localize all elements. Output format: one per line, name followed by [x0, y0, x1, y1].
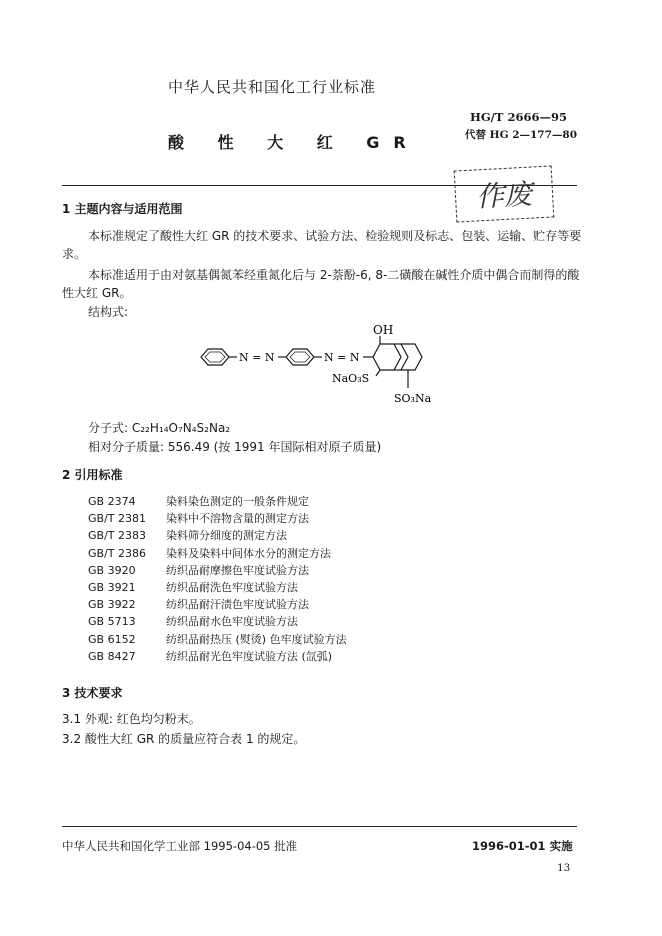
document-title: 酸 性 大 红 GR	[168, 133, 420, 152]
item-3-1: 3.1 外观: 红色均匀粉末。	[62, 712, 201, 726]
standard-number: HG/T 2666—95	[470, 110, 567, 124]
section-2-heading: 2 引用标准	[62, 468, 123, 482]
molecular-formula: 分子式: C₂₂H₁₄O₇N₄S₂Na₂	[88, 421, 231, 435]
approval-line: 中华人民共和国化学工业部 1995-04-05 批准	[62, 839, 298, 853]
structure-label: 结构式:	[88, 305, 129, 319]
reference-item	[88, 648, 332, 664]
effective-date: 1996-01-01 实施	[472, 839, 573, 853]
obsolete-stamp	[454, 165, 555, 222]
reference-title: 染料及染料中间体水分的测定方法	[166, 546, 331, 560]
section-1-p1-line2: 求。	[62, 247, 87, 261]
reference-code: GB 2374	[88, 495, 136, 508]
reference-code: GB/T 2381	[88, 512, 146, 526]
reference-code: GB/T 2383	[88, 529, 146, 543]
reference-item	[88, 510, 309, 526]
sulfonate-label-2: SO₃Na	[394, 392, 432, 405]
page-number: 13	[557, 862, 571, 874]
reference-title: 染料染色测定的一般条件规定	[166, 495, 309, 508]
molecular-mass: 相对分子质量: 556.49 (按 1991 年国际相对原子质量)	[88, 440, 382, 454]
reference-item	[88, 579, 298, 595]
reference-title: 染料中不溶物含量的测定方法	[166, 512, 309, 526]
reference-title: 纺织品耐汗渍色牢度试验方法	[166, 598, 309, 612]
reference-code: GB 5713	[88, 615, 136, 629]
section-3-heading: 3 技术要求	[62, 686, 123, 700]
reference-title: 纺织品耐洗色牢度试验方法	[166, 581, 298, 594]
reference-code: GB 8427	[88, 649, 136, 663]
sulfonate-label-1: NaO₃S	[332, 372, 370, 385]
section-1-p2-line2: 性大红 GR。	[62, 286, 132, 300]
org-title: 中华人民共和国化工行业标准	[168, 78, 377, 96]
reference-title: 纺织品耐水色牢度试验方法	[166, 615, 298, 629]
reference-title: 纺织品耐热压 (熨烫) 色牢度试验方法	[166, 632, 347, 646]
reference-item	[88, 545, 331, 561]
reference-item	[88, 527, 287, 543]
item-3-2: 3.2 酸性大红 GR 的质量应符合表 1 的规定。	[62, 732, 306, 746]
replaces-note: 代替 HG 2—177—80	[465, 129, 578, 141]
reference-code: GB 6152	[88, 632, 136, 646]
hydroxyl-label: OH	[373, 323, 394, 337]
azo-label-2: N = N	[324, 351, 360, 364]
reference-item	[88, 613, 298, 629]
reference-item	[88, 562, 309, 578]
reference-code: GB 3921	[88, 581, 136, 594]
reference-title: 染料筛分细度的测定方法	[166, 529, 287, 543]
section-1-p2-line1: 本标准适用于由对氨基偶氮苯经重氮化后与 2-萘酚-6, 8-二磺酸在碱性介质中偶合而制得的酸	[88, 268, 580, 282]
reference-code: GB 3922	[88, 598, 136, 612]
reference-code: GB/T 2386	[88, 546, 146, 560]
structural-formula	[195, 322, 455, 412]
reference-title: 纺织品耐摩擦色牢度试验方法	[166, 563, 309, 577]
reference-title: 纺织品耐光色牢度试验方法 (氙弧)	[166, 649, 333, 663]
reference-item	[88, 493, 309, 509]
reference-item	[88, 596, 309, 612]
azo-label-1: N = N	[239, 351, 275, 364]
footer-rule	[62, 826, 577, 827]
stamp-text: 作废	[475, 177, 533, 214]
reference-code: GB 3920	[88, 563, 136, 577]
section-1-heading: 1 主题内容与适用范围	[62, 202, 183, 216]
section-1-p1-line1: 本标准规定了酸性大红 GR 的技术要求、试验方法、检验规则及标志、包装、运输、贮存等要	[88, 229, 582, 243]
reference-item	[88, 631, 347, 647]
